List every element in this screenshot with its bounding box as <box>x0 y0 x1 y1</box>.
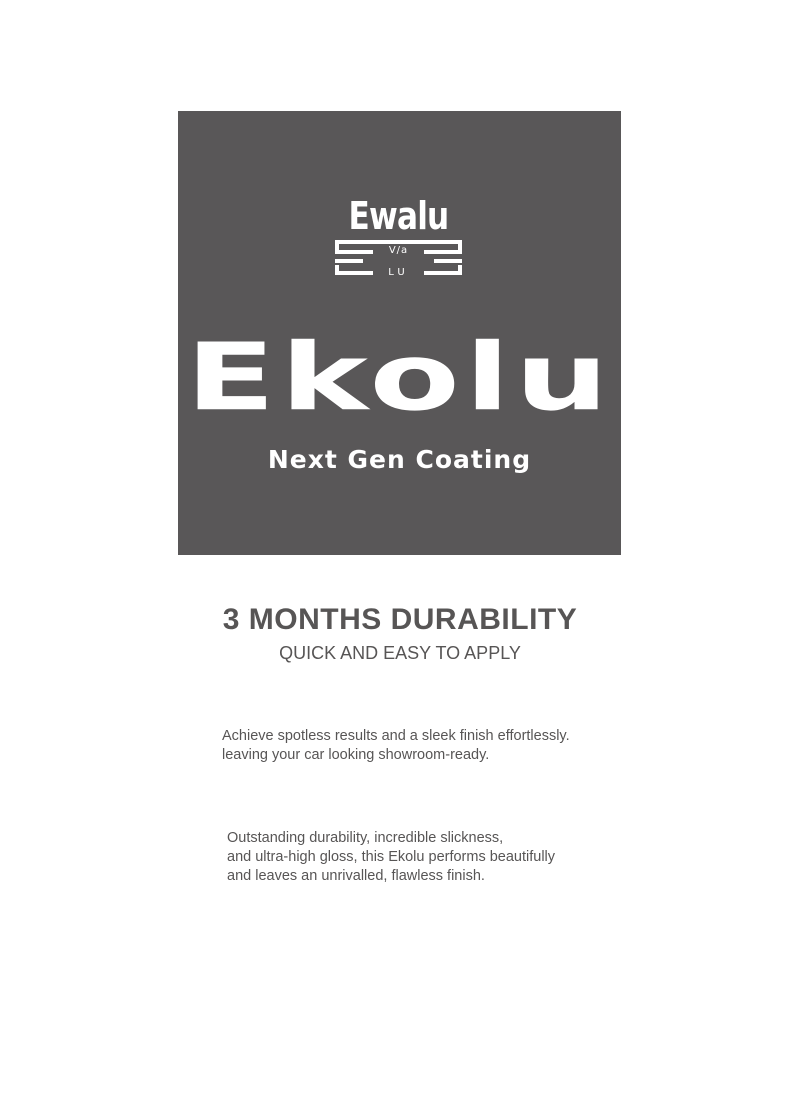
logo-bar-text-bottom: LU <box>388 267 409 278</box>
product-tagline: Next Gen Coating <box>267 445 532 474</box>
description-paragraph-2 <box>227 829 555 886</box>
ewalu-logo <box>335 194 462 284</box>
logo-bars-graphic <box>335 239 462 279</box>
paragraph-line: and ultra-high gloss, this Ekolu performs beautifully <box>227 849 556 865</box>
application-subheadline: QUICK AND EASY TO APPLY <box>279 643 521 663</box>
paragraph-line: Achieve spotless results and a sleek finish effortlessly. <box>222 728 570 744</box>
paragraph-line: leaving your car looking showroom-ready. <box>222 747 490 763</box>
product-label-panel <box>178 111 621 555</box>
logo-bar-text-top: V/a <box>388 245 409 256</box>
paragraph-line: and leaves an unrivalled, flawless finish. <box>227 868 485 884</box>
logo-wordmark: Ewalu <box>348 194 449 238</box>
paragraph-line: Outstanding durability, incredible slickness, <box>227 830 504 846</box>
durability-headline: 3 MONTHS DURABILITY <box>222 603 578 636</box>
description-paragraph-1 <box>222 727 570 765</box>
product-name: Ekolu <box>185 324 614 432</box>
